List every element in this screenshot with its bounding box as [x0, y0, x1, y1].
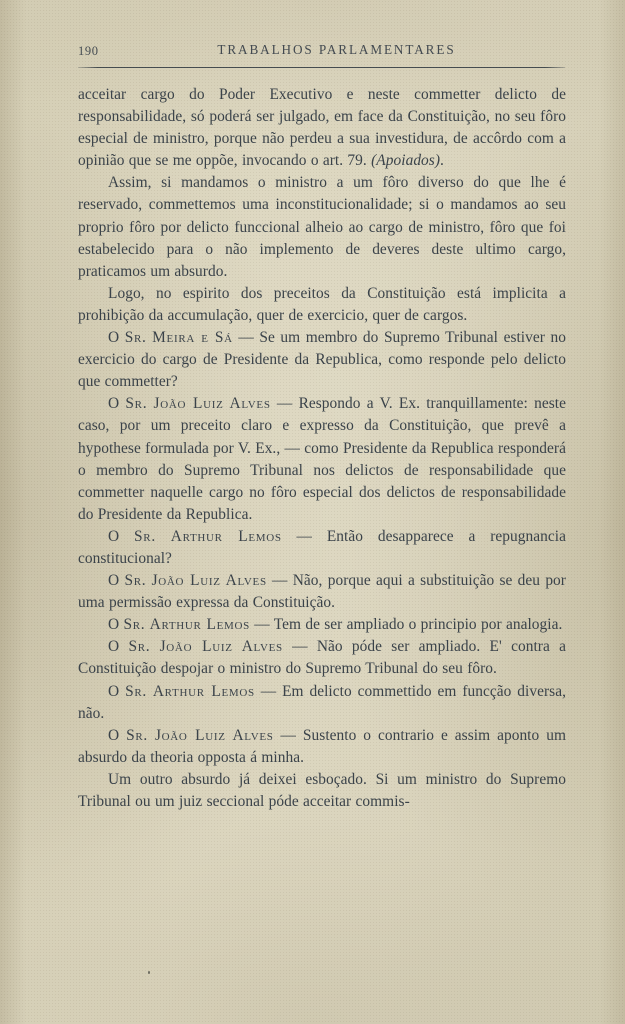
page-edge-shading-left: [0, 0, 26, 1024]
ink-speck: [148, 971, 150, 974]
speaker-honorific: Sr.: [123, 616, 146, 634]
speaker-honorific: Sr.: [126, 726, 148, 744]
speaker-honorific: Sr.: [125, 682, 147, 700]
running-head-title: TRABALHOS PARLAMENTARES: [217, 42, 456, 57]
running-head: [78, 42, 565, 62]
speaker-name: João Luiz Alves: [154, 726, 274, 744]
speaker-honorific: Sr.: [124, 329, 147, 347]
speech-paragraph: O Sr. João Luiz Alves — Não póde ser ampliado. E' contra a Constituição despojar o ministro do Supremo Tribunal do seu fôro.: [78, 638, 566, 678]
speech-paragraph: O Sr. João Luiz Alves — Não, porque aqui a substituição se deu por uma permissão expressa da Constituição.: [78, 572, 566, 612]
speech-paragraph: O Sr. Meira e Sá — Se um membro do Supremo Tribunal estiver no exercicio do cargo de Presidente da Republica, como responde pelo delicto que commetter?: [78, 329, 566, 391]
paragraph: Logo, no espirito dos preceitos da Constituição está implicita a prohibição da accumulação, quer de exercicio, quer de cargos.: [78, 284, 566, 324]
paragraph: acceitar cargo do Poder Executivo e neste commetter delicto de responsabilidade, só poderá ser julgado, em face da Constituição, no seu fôro especial de ministro, porque não perdeu a sua investidura, de accôrdo com a opinião que se me oppõe, invocando o art. 79. (Apoiados).: [78, 86, 566, 170]
speaker-name: Arthur Lemos: [152, 682, 255, 700]
speech-paragraph: O Sr. Arthur Lemos — Então desapparece a repugnancia constitucional?: [78, 527, 566, 567]
speaker-honorific: Sr.: [128, 638, 151, 656]
speech-paragraph: O Sr. João Luiz Alves — Respondo a V. Ex. tranquillamente: neste caso, por um preceito claro e expresso da Constituição, que prevê a hypothese formulada por V. Ex., — como Presidente da Republica responderá o membro do Supremo Tribunal nos delictos de responsabilidade que commetter naquelle cargo no fôro especial dos delictos de responsabilidade do Presidente da Republica.: [78, 395, 566, 523]
text-block: [78, 84, 566, 813]
header-rule: [78, 67, 565, 68]
speech-paragraph: O Sr. João Luiz Alves — Sustento o contrario e assim aponto um absurdo da theoria opposta á minha.: [78, 726, 566, 766]
speaker-name: Arthur Lemos: [149, 616, 250, 634]
speaker-name: João Luiz Alves: [153, 395, 271, 413]
speech-paragraph: O Sr. Arthur Lemos — Em delicto commettido em funcção diversa, não.: [78, 682, 566, 722]
speaker-name: João Luiz Alves: [151, 572, 267, 590]
speaker-honorific: Sr.: [124, 572, 147, 590]
page-number: 190: [78, 44, 99, 58]
speech-paragraph: O Sr. Arthur Lemos — Tem de ser ampliado o principio por analogia.: [108, 616, 563, 634]
paragraph: Assim, si mandamos o ministro a um fôro diverso do que lhe é reservado, commettemos uma inconstitucionalidade; si o mandamos ao seu proprio fôro por delicto funccional alheio ao cargo de ministro, fôro que foi estabelecido para o não implemento de deveres deste ultimo cargo, praticamos um absurdo.: [78, 174, 566, 280]
speaker-name: Arthur Lemos: [170, 527, 282, 545]
paragraph: Um outro absurdo já deixei esboçado. Si um ministro do Supremo Tribunal ou um juiz seccional póde acceitar commis-: [78, 770, 566, 810]
speaker-honorific: Sr.: [134, 527, 156, 545]
page-edge-shading-right: [599, 0, 625, 1024]
speaker-honorific: Sr.: [125, 395, 148, 413]
stage-direction: (Apoiados): [371, 152, 441, 170]
speaker-name: João Luiz Alves: [159, 638, 283, 656]
speaker-name: Meira e Sá: [152, 329, 233, 347]
